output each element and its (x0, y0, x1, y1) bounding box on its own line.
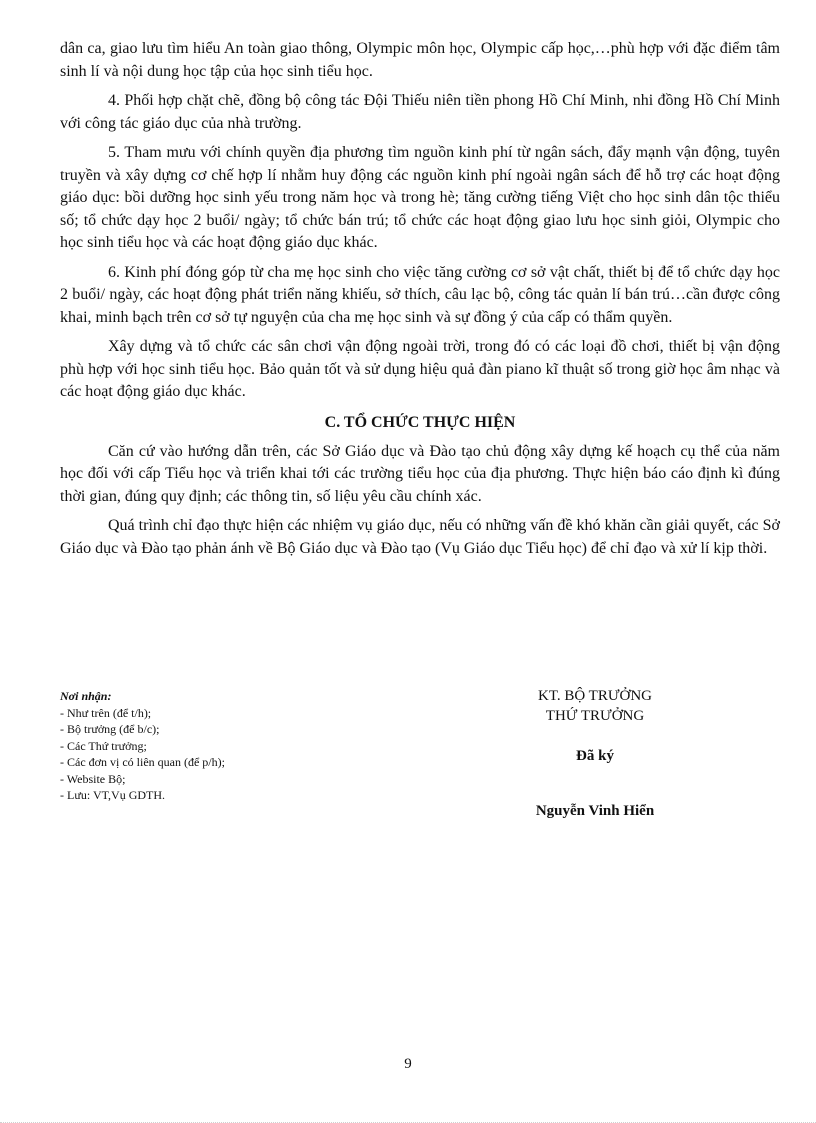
recipient-item: - Lưu: VT,Vụ GDTH. (60, 788, 166, 802)
recipient-item: - Các Thứ trưởng; (60, 738, 147, 753)
paragraph-playgrounds: Xây dựng và tổ chức các sân chơi vận động ngoài trời, trong đó có các loại đồ chơi, thiết bị vận động phù hợp với học sinh tiểu học. Bảo quản tốt và sử dụng hiệu quả đàn piano kĩ thuật số trong giờ học âm nhạc và các hoạt động giáo dục khác. (60, 338, 780, 400)
signature-block (470, 686, 720, 820)
paragraph-item-5: 5. Tham mưu với chính quyền địa phương tìm nguồn kinh phí từ ngân sách, đẩy mạnh vận động, tuyên truyền và xây dựng cơ chế hợp lí nhằm huy động các nguồn kinh phí ngoài ngân sách để hỗ trợ các hoạt động giáo dục: bồi dưỡng học sinh yếu trong năm học và trong hè; tăng cường tiếng Việt cho học sinh dân tộc thiểu số; tổ chức dạy học 2 buổi/ ngày; tổ chức bán trú; tổ chức các hoạt động giao lưu học sinh giỏi, Olympic cho học sinh tiểu học và các hoạt động giáo dục khác. (60, 144, 780, 251)
recipient-item: - Bộ trưởng (để b/c); (60, 722, 160, 736)
paragraph-continuation: dân ca, giao lưu tìm hiểu An toàn giao thông, Olympic môn học, Olympic cấp học,…phù hợp với đặc điểm tâm sinh lí và nội dung học tập của học sinh tiểu học. (60, 40, 780, 80)
recipient-item: - Website Bộ; (60, 771, 126, 786)
recipient-item: - Như trên (để t/h); (60, 705, 152, 720)
document-body (60, 38, 780, 567)
paragraph-item-6: 6. Kinh phí đóng góp từ cha mẹ học sinh cho việc tăng cường cơ sở vật chất, thiết bị để tổ chức dạy học 2 buổi/ ngày, các hoạt động phát triển năng khiếu, sở thích, câu lạc bộ, công tác quản lí bán trú…cần được công khai, minh bạch trên cơ sở tự nguyện của cha mẹ học sinh và sự đồng ý của cấp có thẩm quyền. (60, 263, 780, 326)
recipients-block (60, 688, 360, 804)
paragraph-implementation-1: Căn cứ vào hướng dẫn trên, các Sở Giáo dục và Đào tạo chủ động xây dựng kế hoạch cụ thể của năm học đối với cấp Tiểu học và triển khai tới các trường tiểu học của địa phương. Thực hiện báo cáo định kì đúng thời gian, đúng quy định; các thông tin, số liệu yêu cầu chính xác. (60, 442, 780, 505)
recipients-list (60, 705, 360, 804)
recipient-item: - Các đơn vị có liên quan (để p/h); (60, 755, 225, 769)
signature-authority: KT. BỘ TRƯỞNG (537, 688, 652, 704)
recipients-title: Nơi nhận: (60, 689, 112, 703)
section-heading: C. TỔ CHỨC THỰC HIỆN (324, 413, 516, 431)
signer-name: Nguyễn Vinh Hiển (535, 803, 655, 819)
page-number: 9 (404, 1056, 412, 1072)
paragraph-implementation-2: Quá trình chỉ đạo thực hiện các nhiệm vụ giáo dục, nếu có những vấn đề khó khăn cần giải quyết, các Sở Giáo dục và Đào tạo phản ánh về Bộ Giáo dục và Đào tạo (Vụ Giáo dục Tiểu học) để chỉ đạo và xử lí kịp thời. (60, 517, 780, 557)
signature-status: Đã ký (576, 748, 614, 764)
paragraph-item-4: 4. Phối hợp chặt chẽ, đồng bộ công tác Đội Thiếu niên tiền phong Hồ Chí Minh, nhi đồng Hồ Chí Minh với công tác giáo dục của nhà trường. (60, 92, 780, 132)
signature-position: THỨ TRƯỞNG (545, 708, 645, 724)
